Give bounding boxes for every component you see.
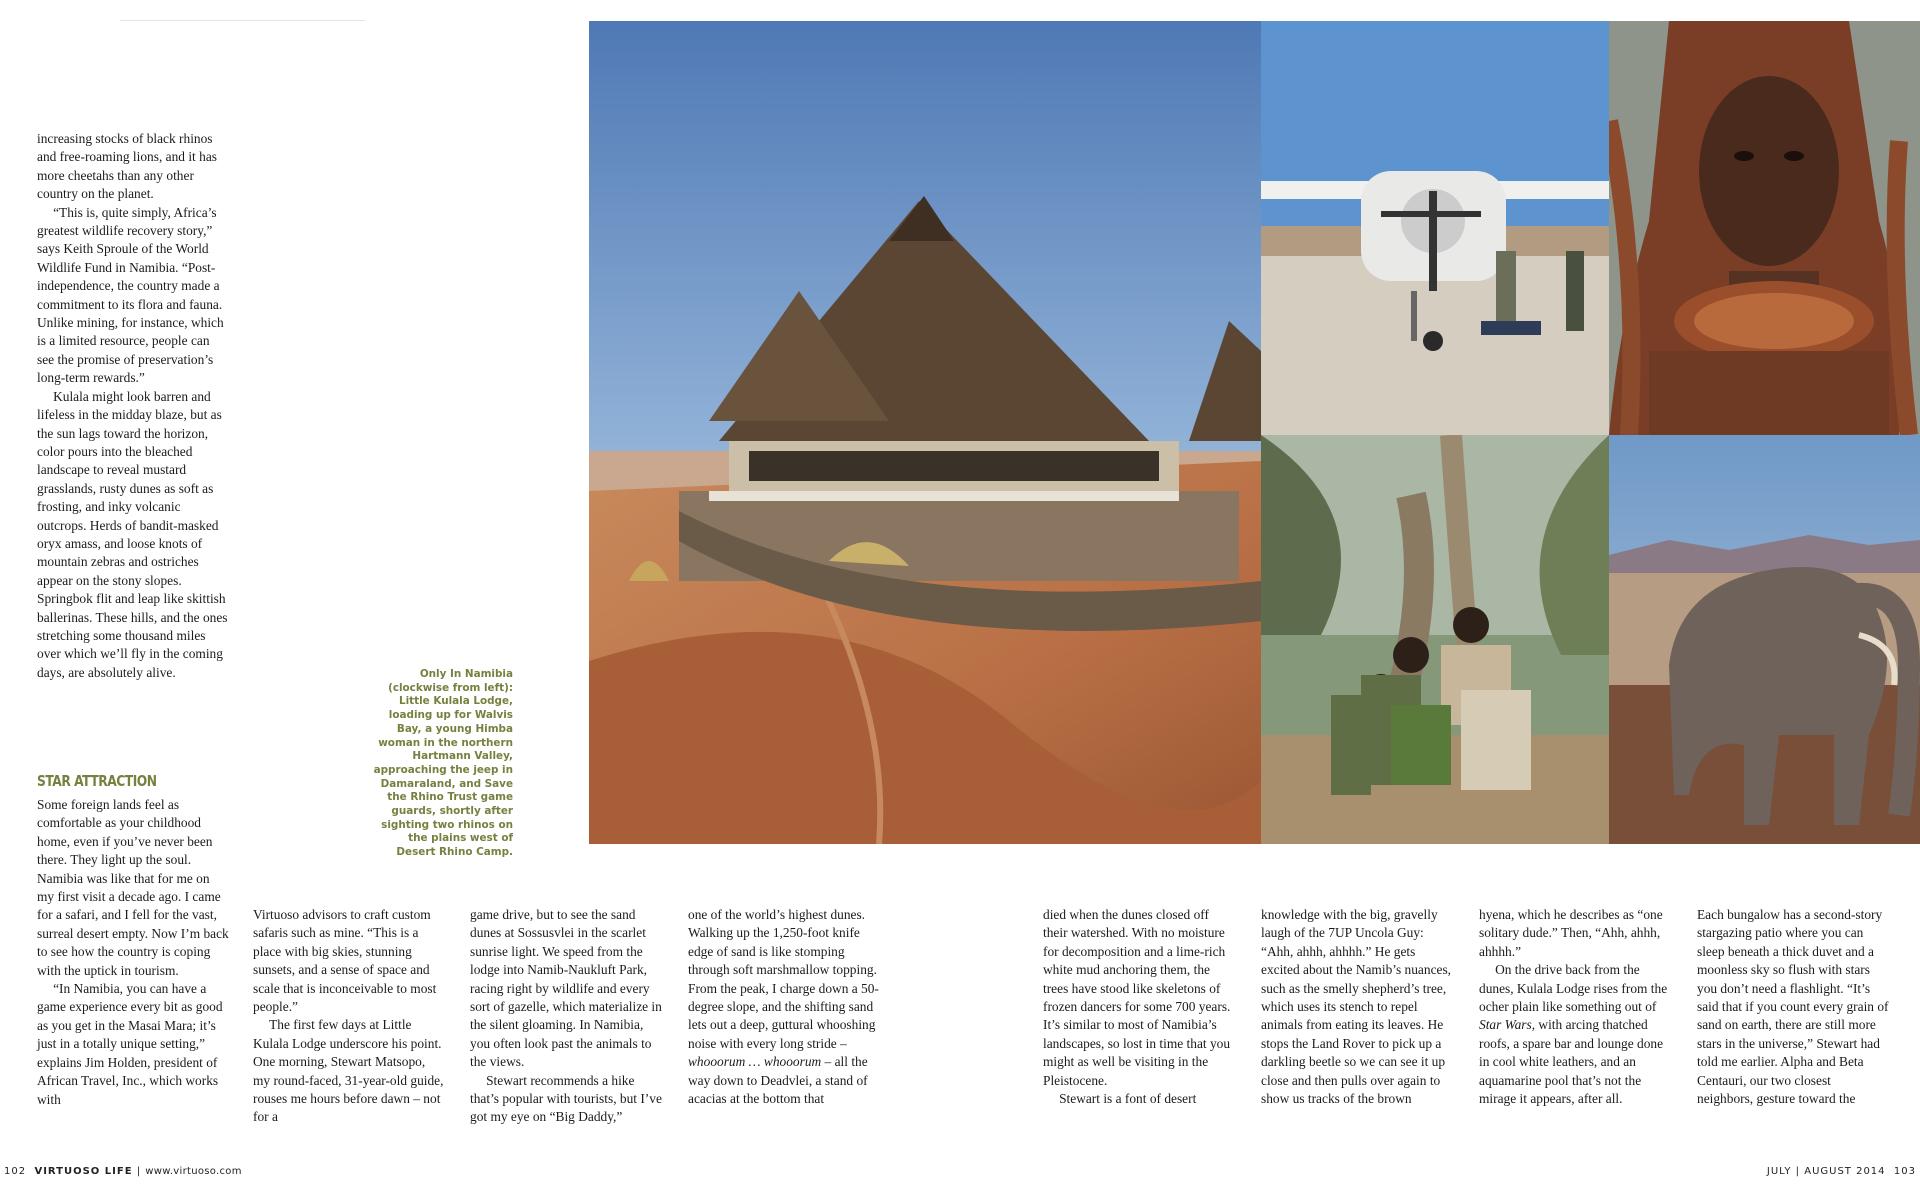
photo-airplane xyxy=(1261,21,1609,435)
col4-text-a: one of the world’s highest dunes. Walking up the 1,250-foot knife edge of sand is like stomping through soft marshmallow topping. From the peak, I charge down a 50-degree slope, and the shifting sand lets out a deep, guttural whooshing noise with every long stride – xyxy=(688,907,879,1051)
footer-left xyxy=(4,1166,242,1177)
col1-paragraph-1: Some foreign lands feel as comfortable as your childhood home, even if you’ve never been there. They light up the soul. Namibia was like that for me on my first visit a decade ago. I came for a safari, and I fell for the vast, surreal desert empty. Now I’m back to see how the country is coping with the uptick in tourism. xyxy=(37,797,229,978)
photo-caption: Only In Namibia (clockwise from left): Little Kulala Lodge, loading up for Walvis Bay, a young Himba woman in the northern Hartmann Valley, approaching the jeep in Damaraland, and Save the Rhino Trust game guards, shortly after sighting two rhinos on the plains west of Desert Rhino Camp. xyxy=(373,668,513,859)
col2-paragraph-1: Virtuoso advisors to craft custom safaris such as mine. “This is a place with big skies, stunning sunsets, and a sense of space and scale that is inconceivable to most people.” xyxy=(253,907,437,1015)
photo-elephant xyxy=(1609,435,1920,844)
col1-paragraph-2: “In Namibia, you can have a game experience every bit as good as you get in the Masai Mara; it’s just in a totally unique setting,” explains Jim Holden, president of African Travel, Inc., which works with xyxy=(37,981,223,1107)
issue-date: JULY | AUGUST 2014 xyxy=(1766,1166,1886,1177)
top-rule xyxy=(120,20,365,21)
col3-paragraph-1: game drive, but to see the sand dunes at Sossusvlei in the scarlet sunrise light. We speed from the lodge into Namib-Naukluft Park, racing right by wildlife and every sort of gazelle, which materialize in the silent gloaming. In Namibia, you often look past the animals to the views. xyxy=(470,907,662,1070)
photo-rhino-guards xyxy=(1261,435,1609,844)
magazine-url: www.virtuoso.com xyxy=(145,1166,242,1177)
col7-text-a: On the drive back from the dunes, Kulala Lodge rises from the ocher plain like something out of xyxy=(1479,962,1668,1015)
right-page-number: 103 xyxy=(1893,1166,1916,1177)
col6-paragraph-1: knowledge with the big, gravelly laugh of the 7UP Uncola Guy: “Ahh, ahhh, ahhhh.” He gets excited about the Namib’s nuances, such as the smelly shepherd’s tree, which uses its stench to repel animals from eating its leaves. He stops the Land Rover to pick up a darkling beetle so we can see it up close and then pulls over again to show us tracks of the brown xyxy=(1261,907,1452,1107)
col2-paragraph-2: The first few days at Little Kulala Lodge underscore his point. One morning, Stewart Matsopo, my round-faced, 31-year-old guide, rouses me hours before dawn – not for a xyxy=(253,1017,444,1125)
photo-kulala-lodge xyxy=(589,21,1261,844)
left-paragraph-2: “This is, quite simply, Africa’s greatest wildlife recovery story,” says Keith Sproule of the World Wildlife Fund in Namibia. “Post-independence, the country made a commitment to its flora and fauna. Unlike mining, for instance, which is a limited resource, people can see the promise of preservation’s long-term rewards.” xyxy=(37,204,224,386)
column-3 xyxy=(470,906,662,1127)
footer-separator: | xyxy=(136,1166,142,1177)
col7-paragraph-1: hyena, which he describes as “one solitary dude.” Then, “Ahh, ahhh, ahhhh.” xyxy=(1479,907,1663,959)
photo-himba-woman xyxy=(1609,21,1920,435)
column-8 xyxy=(1697,906,1889,1108)
column-2 xyxy=(253,906,445,1127)
column-7 xyxy=(1479,906,1671,1108)
col4-italic: whooorum … whooorum xyxy=(688,1054,822,1070)
col4-text-b: – all the way down to Deadvlei, a stand of acacias at the bottom that xyxy=(688,1054,868,1107)
column-4 xyxy=(688,906,880,1108)
col7-text-b: , with arcing thatched roofs, a spare bar and lounge done in cool white leathers, and an aquamarine pool that’s not the mirage it appears, after all. xyxy=(1479,1017,1664,1107)
col8-paragraph-1: Each bungalow has a second-story stargazing patio where you can sleep beneath a thick duvet and a moonless sky so flush with stars you don’t need a flashlight. “It’s said that if you count every grain of sand on earth, there are still more stars in the universe,” Stewart had told me earlier. Alpha and Beta Centauri, our two closest neighbors, gesture toward the xyxy=(1697,907,1889,1107)
footer-right xyxy=(1767,1166,1916,1177)
left-paragraph-3: Kulala might look barren and lifeless in the midday blaze, but as the sun lags toward the horizon, color pours into the bleached landscape to reveal mustard grasslands, rusty dunes as soft as frosting, and inky volcanic outcrops. Herds of bandit-masked oryx amass, and loose knots of mountain zebras and ostriches appear on the stony slopes. Springbok flit and leap like skittish ballerinas. These hills, and the ones stretching some thousand miles over which we’ll fly in the coming days, are absolutely alive. xyxy=(37,388,228,680)
col5-paragraph-1: died when the dunes closed off their watershed. With no moisture for decomposition and a lime-rich white mud anchoring them, the trees have stood like skeletons of frozen dancers for some 700 years. It’s similar to most of Namibia’s landscapes, so lost in time that you might as well be visiting in the Pleistocene. xyxy=(1043,907,1231,1088)
left-paragraph-1: increasing stocks of black rhinos and free-roaming lions, and it has more cheetahs than any other country on the planet. xyxy=(37,131,217,202)
column-5 xyxy=(1043,906,1235,1108)
col5-paragraph-2: Stewart is a font of desert xyxy=(1059,1091,1197,1107)
col7-paragraph-2 xyxy=(1479,961,1671,1108)
left-column xyxy=(37,130,229,682)
left-page-number: 102 xyxy=(4,1166,27,1177)
magazine-name: VIRTUOSO LIFE xyxy=(34,1166,133,1177)
section-subhead: STAR ATTRACTION xyxy=(37,772,157,790)
col4-paragraph-1 xyxy=(688,906,880,1108)
col3-paragraph-2: Stewart recommends a hike that’s popular with tourists, but I’ve got my eye on “Big Daddy,” xyxy=(470,1072,662,1125)
col7-italic: Star Wars xyxy=(1479,1017,1532,1033)
column-1 xyxy=(37,796,229,1109)
column-6 xyxy=(1261,906,1453,1108)
